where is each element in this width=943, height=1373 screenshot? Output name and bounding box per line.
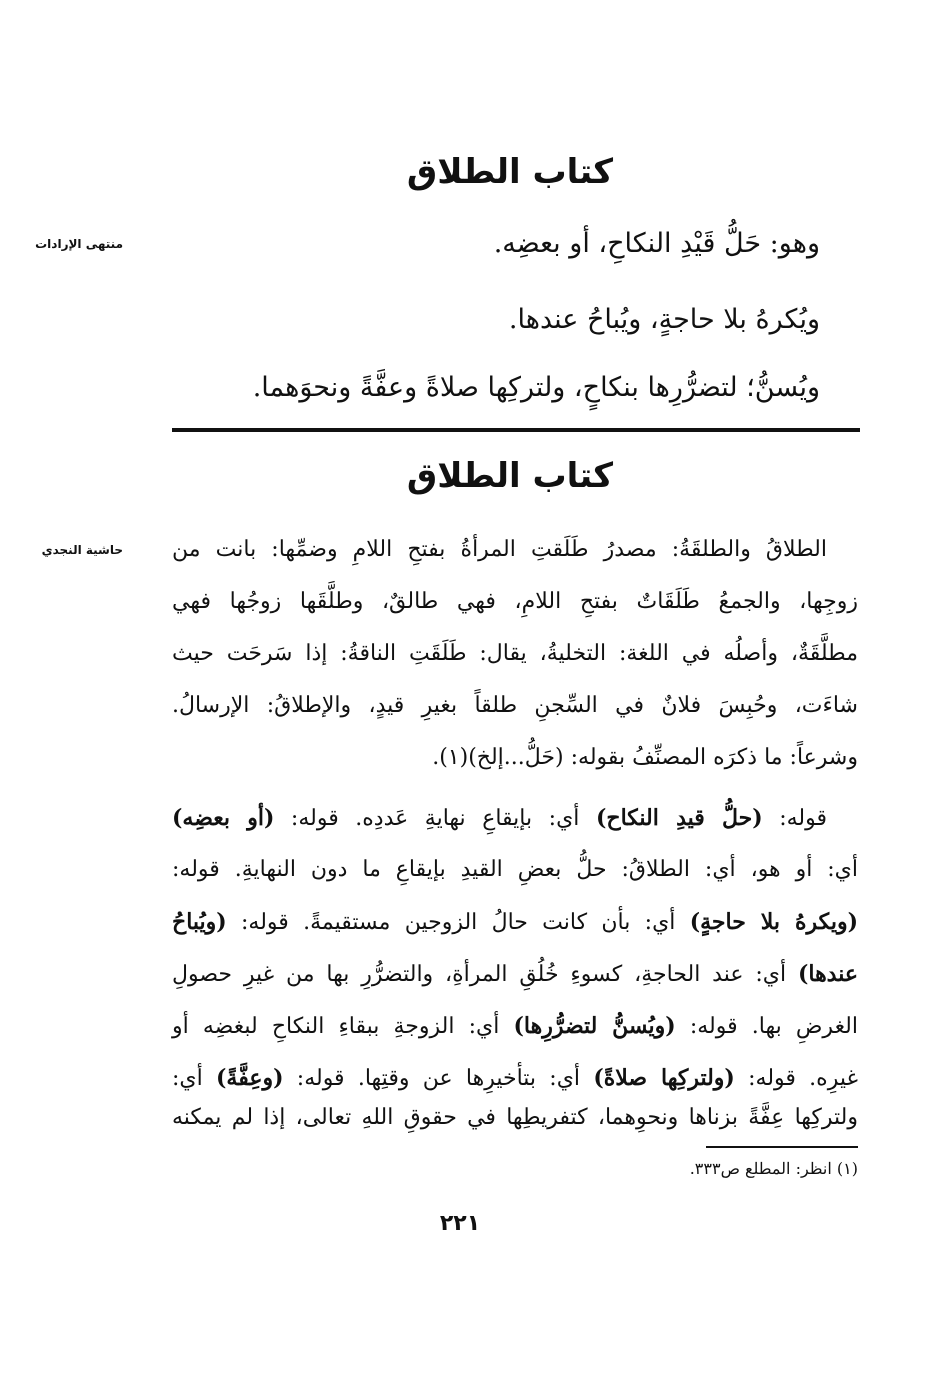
commentary-text: أي: بأن كانت حالُ الزوجين مستقيمةً. قوله: (226, 910, 690, 935)
commentary-text: ولتركِها عِفَّةً بزناها ونحوِهما، كتفريطِها في حقوقِ اللهِ تعالى، إذا لم يمكنه (172, 1105, 858, 1130)
page-number: ٢٢١ (439, 1211, 481, 1236)
commentary-line (172, 1008, 858, 1045)
commentary-line (172, 956, 858, 993)
commentary-line (172, 852, 858, 888)
commentary-text: أي: الزوجةِ ببقاءِ النكاحِ لبغضِه أو (172, 1014, 514, 1039)
quoted-matn: (ولتركِها صلاةً) (593, 1065, 735, 1091)
quoted-matn: (حلُّ قيدِ النكاح) (595, 805, 763, 831)
footnote: (١) انظر: المطلع ص٣٣٣. (689, 1159, 858, 1178)
commentary-line: شاءَت، وحُبِسَ فلانٌ في السِّجنِ طلقاً بغيرِ قيدٍ، والإطلاقُ: الإرسالُ. (172, 693, 858, 718)
commentary-text: الغرضِ بها. قوله: (675, 1014, 858, 1039)
commentary-text: أي: بتأخيرِها عن وقتِها. قوله: (283, 1066, 594, 1091)
side-label-matn: منتهى الإرادات (35, 237, 123, 251)
commentary-line: زوجِها، والجمعُ طَلَقَاتٌ بفتحِ اللامِ، فهي طالقٌ، وطلَّقَها زوجُها فهي (172, 589, 858, 614)
commentary-text: غيرِه. قوله: (734, 1066, 858, 1091)
quoted-matn: (ويُباحُ (172, 909, 227, 935)
quoted-matn: عندها) (797, 961, 858, 987)
chapter-title-matn: كتاب الطلاق (406, 152, 614, 192)
chapter-title-hashiya: كتاب الطلاق (406, 456, 614, 496)
commentary-line: وشرعاً: ما ذكرَه المصنِّفُ بقوله: (حَلُّ...إلخ)(١). (432, 745, 858, 770)
quoted-matn: (أو بعضِه) (172, 805, 275, 831)
footnote-divider (706, 1146, 858, 1148)
quoted-matn: (ويُسنُّ لتضرُّرِها) (513, 1013, 676, 1039)
commentary-line (172, 800, 827, 837)
matn-line: ويُسنُّ؛ لتضرُّرِها بنكاحٍ، ولتركِها صلاةً وعفَّةً ونحوَهما. (252, 372, 820, 403)
commentary-text: قوله: (762, 806, 828, 831)
section-divider (172, 428, 860, 432)
commentary-text: أي: (172, 1066, 217, 1091)
side-label-hashiya: حاشية النجدي (41, 543, 123, 557)
quoted-matn: (وعِفَّةً) (216, 1065, 284, 1091)
commentary-line: الطلاقُ والطلقَةُ: مصدرُ طَلَقتِ المرأةُ بفتحِ اللامِ وضمِّها: بانت من (172, 537, 827, 562)
commentary-line (172, 1060, 858, 1097)
commentary-text: أي: أو هو، أي: الطلاقُ: حلُّ بعضِ القيدِ بإيقاعِ ما دون النهايةِ. قوله: (172, 857, 858, 882)
matn-line: ويُكرهُ بلا حاجةٍ، ويُباحُ عندها. (508, 304, 820, 335)
matn-line: وهو: حَلُّ قَيْدِ النكاحِ، أو بعضِه. (493, 228, 820, 259)
commentary-text: أي: بإيقاعِ نهايةِ عَددِه. قوله: (274, 806, 596, 831)
commentary-line: مطلَّقَةٌ، وأصلُه في اللغة: التخليةُ، يقال: طَلَقَتِ الناقةُ: إذا سَرحَت حيث (172, 641, 858, 666)
commentary-line (172, 1100, 858, 1136)
quoted-matn: (ويكرهُ بلا حاجةٍ) (689, 909, 858, 935)
commentary-line (172, 904, 858, 941)
commentary-text: أي: عند الحاجةِ، كسوءِ خُلُقِ المرأةِ، والتضرُّرِ بها من غيرِ حصولِ (172, 962, 798, 987)
